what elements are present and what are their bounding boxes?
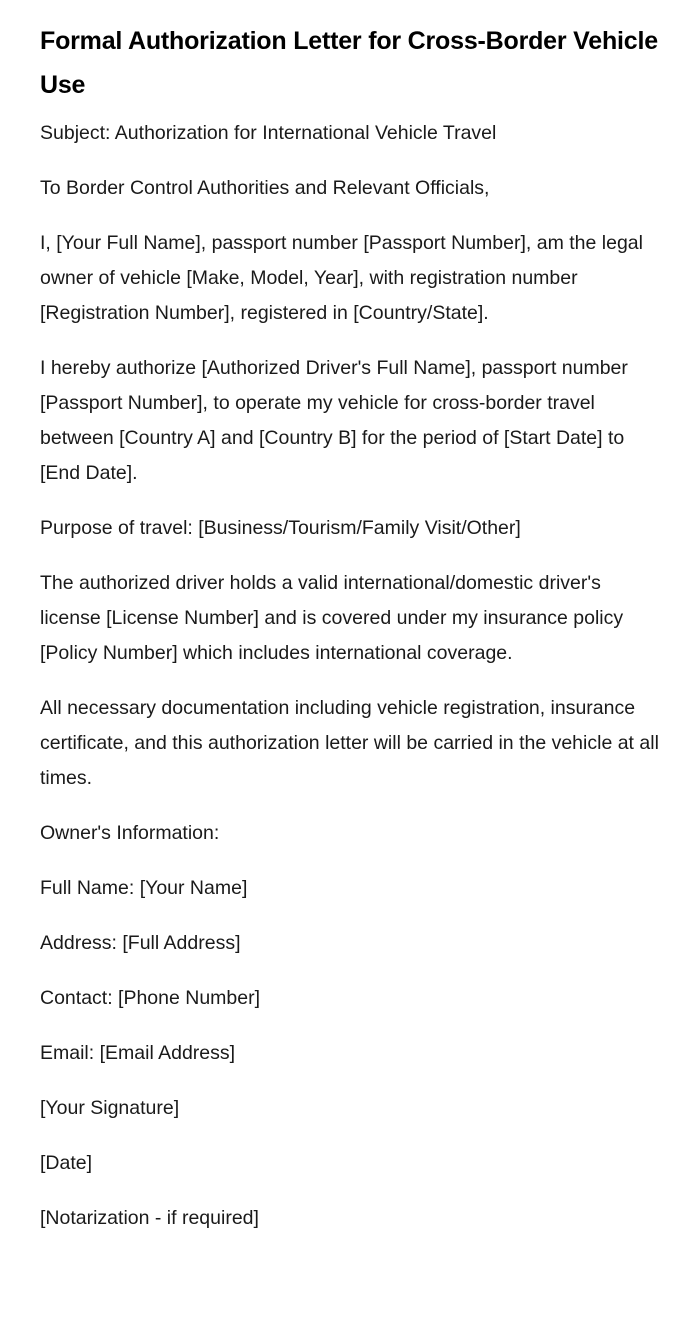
purpose-of-travel: Purpose of travel: [Business/Tourism/Family Visit/Other] — [40, 517, 521, 539]
documentation-paragraph: All necessary documentation including vehicle registration, insurance certificate, and this authorization letter will be carried in the vehicle at all times. — [40, 697, 659, 789]
salutation: To Border Control Authorities and Relevant Officials, — [40, 177, 490, 199]
notarization-placeholder: [Notarization - if required] — [40, 1207, 259, 1229]
letter-title: Formal Authorization Letter for Cross-Border Vehicle Use — [40, 27, 658, 99]
subject-line: Subject: Authorization for International Vehicle Travel — [40, 122, 497, 144]
date-placeholder: [Date] — [40, 1152, 93, 1174]
license-insurance-paragraph: The authorized driver holds a valid international/domestic driver's license [License Number] and is covered under my insurance policy [Policy Number] which includes international coverage. — [40, 572, 624, 664]
owner-full-name: Full Name: [Your Name] — [40, 877, 248, 899]
owner-contact: Contact: [Phone Number] — [40, 987, 261, 1009]
signature-placeholder: [Your Signature] — [40, 1097, 180, 1119]
owner-statement-paragraph: I, [Your Full Name], passport number [Passport Number], am the legal owner of vehicle [Make, Model, Year], with registration number [Registration Number], registered in [Country/State]. — [40, 232, 643, 324]
owner-address: Address: [Full Address] — [40, 932, 241, 954]
authorization-paragraph: I hereby authorize [Authorized Driver's Full Name], passport number [Passport Number], to operate my vehicle for cross-border travel between [Country A] and [Country B] for the period of [Start Date] to [End Date]. — [40, 357, 628, 484]
owner-email: Email: [Email Address] — [40, 1042, 236, 1064]
owner-info-heading: Owner's Information: — [40, 822, 220, 844]
